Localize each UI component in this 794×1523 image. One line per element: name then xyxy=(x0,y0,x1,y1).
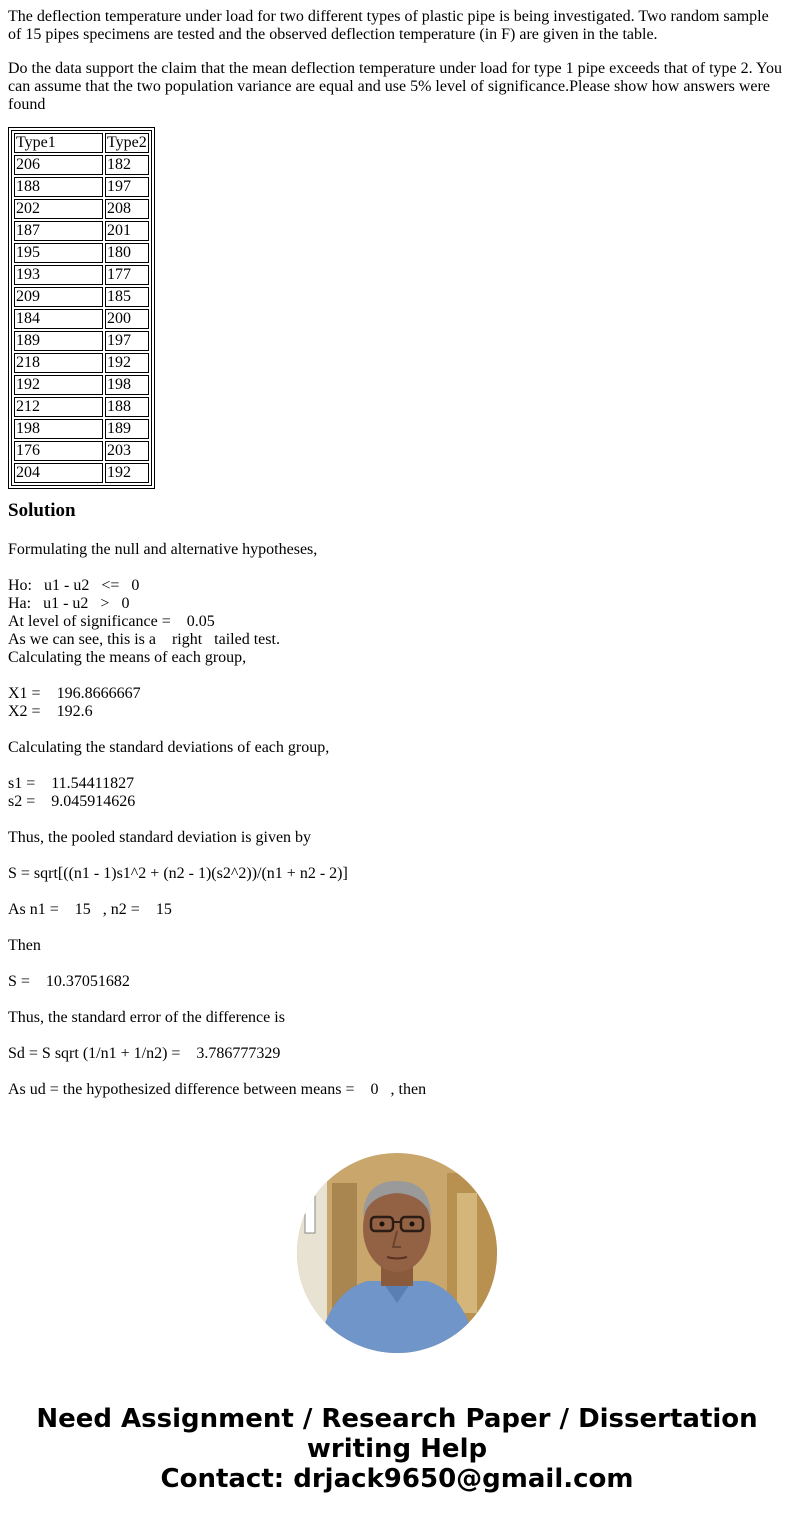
author-photo xyxy=(297,1153,497,1353)
table-row xyxy=(14,309,149,329)
data-table xyxy=(11,130,152,486)
type1-cell: 206 xyxy=(14,155,103,175)
blank-line xyxy=(8,721,786,739)
author-avatar-image xyxy=(297,1153,497,1353)
table-row xyxy=(14,375,149,395)
blank-line xyxy=(8,667,786,685)
blank-line xyxy=(8,847,786,865)
type1-cell: 195 xyxy=(14,243,103,263)
solution-line: X1 = 196.8666667 xyxy=(8,685,141,702)
type1-cell: 184 xyxy=(14,309,103,329)
table-header-cell: Type2 xyxy=(107,134,147,151)
blank-line xyxy=(8,811,786,829)
table-row xyxy=(14,353,149,373)
banner-line-3: Contact: drjack9650@gmail.com xyxy=(160,1464,634,1494)
question-paragraph-2: Do the data support the claim that the mean deflection temperature under load for type 1 pipe exceeds that of type 2. You can assume that the two population variance are equal and use 5% level of significance.Please show how answers were found xyxy=(8,60,782,113)
type2-cell: 182 xyxy=(105,155,149,175)
table-row xyxy=(14,155,149,175)
solution-line: Formulating the null and alternative hypotheses, xyxy=(8,541,318,558)
type1-cell: 193 xyxy=(14,265,103,285)
blank-line xyxy=(8,883,786,901)
solution-line: s2 = 9.045914626 xyxy=(8,793,136,810)
type2-cell: 197 xyxy=(105,331,149,351)
solution-line: Ho: u1 - u2 <= 0 xyxy=(8,577,140,594)
type2-cell: 203 xyxy=(105,441,149,461)
solution-line: Then xyxy=(8,937,41,954)
solution-line: S = sqrt[((n1 - 1)s1^2 + (n2 - 1)(s2^2))/(n1 + n2 - 2)] xyxy=(8,865,348,882)
table-row xyxy=(14,243,149,263)
solution-line: As n1 = 15 , n2 = 15 xyxy=(8,901,172,918)
type1-cell: 187 xyxy=(14,221,103,241)
type2-cell: 189 xyxy=(105,419,149,439)
solution-line: As we can see, this is a right tailed test. xyxy=(8,631,280,648)
table-row xyxy=(14,287,149,307)
solution-line: Sd = S sqrt (1/n1 + 1/n2) = 3.786777329 xyxy=(8,1045,281,1062)
solution-line: X2 = 192.6 xyxy=(8,703,93,720)
type1-cell: 202 xyxy=(14,199,103,219)
question-paragraph-1: The deflection temperature under load for two different types of plastic pipe is being investigated. Two random sample of 15 pipes specimens are tested and the observed deflection temperature (in F) are given in the table. xyxy=(8,8,769,43)
blank-line xyxy=(8,919,786,937)
table-row xyxy=(14,221,149,241)
table-header-row xyxy=(14,133,149,153)
solution-line: Thus, the standard error of the difference is xyxy=(8,1009,285,1026)
table-row xyxy=(14,331,149,351)
blank-line xyxy=(8,559,786,577)
table-header-cell: Type1 xyxy=(14,133,103,153)
type1-cell: 192 xyxy=(14,375,103,395)
type2-cell: 177 xyxy=(105,265,149,285)
solution-heading: Solution xyxy=(8,500,76,521)
solution-line: Ha: u1 - u2 > 0 xyxy=(8,595,130,612)
solution-line: Calculating the standard deviations of each group, xyxy=(8,739,330,756)
type1-cell: 218 xyxy=(14,353,103,373)
type2-cell: 198 xyxy=(105,375,149,395)
solution-line: S = 10.37051682 xyxy=(8,973,130,990)
table-row xyxy=(14,177,149,197)
type1-cell: 198 xyxy=(14,419,103,439)
table-row xyxy=(14,441,149,461)
type2-cell: 197 xyxy=(105,177,149,197)
table-row xyxy=(14,265,149,285)
type2-cell: 192 xyxy=(105,463,149,483)
table-row xyxy=(14,463,149,483)
banner-line-2: writing Help xyxy=(306,1434,488,1464)
type1-cell: 209 xyxy=(14,287,103,307)
type2-cell: 188 xyxy=(105,397,149,417)
banner-line-1: Need Assignment / Research Paper / Dissertation xyxy=(36,1404,758,1434)
type2-cell: 208 xyxy=(105,199,149,219)
solution-line: Thus, the pooled standard deviation is given by xyxy=(8,829,312,846)
type1-cell: 212 xyxy=(14,397,103,417)
type1-cell: 189 xyxy=(14,331,103,351)
contact-banner xyxy=(0,1404,794,1494)
table-row xyxy=(14,199,149,219)
solution-line: Calculating the means of each group, xyxy=(8,649,247,666)
type2-cell: 200 xyxy=(105,309,149,329)
table-row xyxy=(14,419,149,439)
blank-line xyxy=(8,1027,786,1045)
solution-line: As ud = the hypothesized difference between means = 0 , then xyxy=(8,1081,427,1098)
type1-cell: 188 xyxy=(14,177,103,197)
table-row xyxy=(14,397,149,417)
type2-cell: 180 xyxy=(105,243,149,263)
blank-line xyxy=(8,955,786,973)
blank-line xyxy=(8,991,786,1009)
solution-text xyxy=(8,541,786,1099)
type2-cell: 201 xyxy=(105,221,149,241)
type2-cell: 185 xyxy=(105,287,149,307)
blank-line xyxy=(8,1063,786,1081)
solution-line: At level of significance = 0.05 xyxy=(8,613,215,630)
type2-cell: 192 xyxy=(105,353,149,373)
type1-cell: 176 xyxy=(14,441,103,461)
type1-cell: 204 xyxy=(14,463,103,483)
solution-line: s1 = 11.54411827 xyxy=(8,775,135,792)
blank-line xyxy=(8,757,786,775)
